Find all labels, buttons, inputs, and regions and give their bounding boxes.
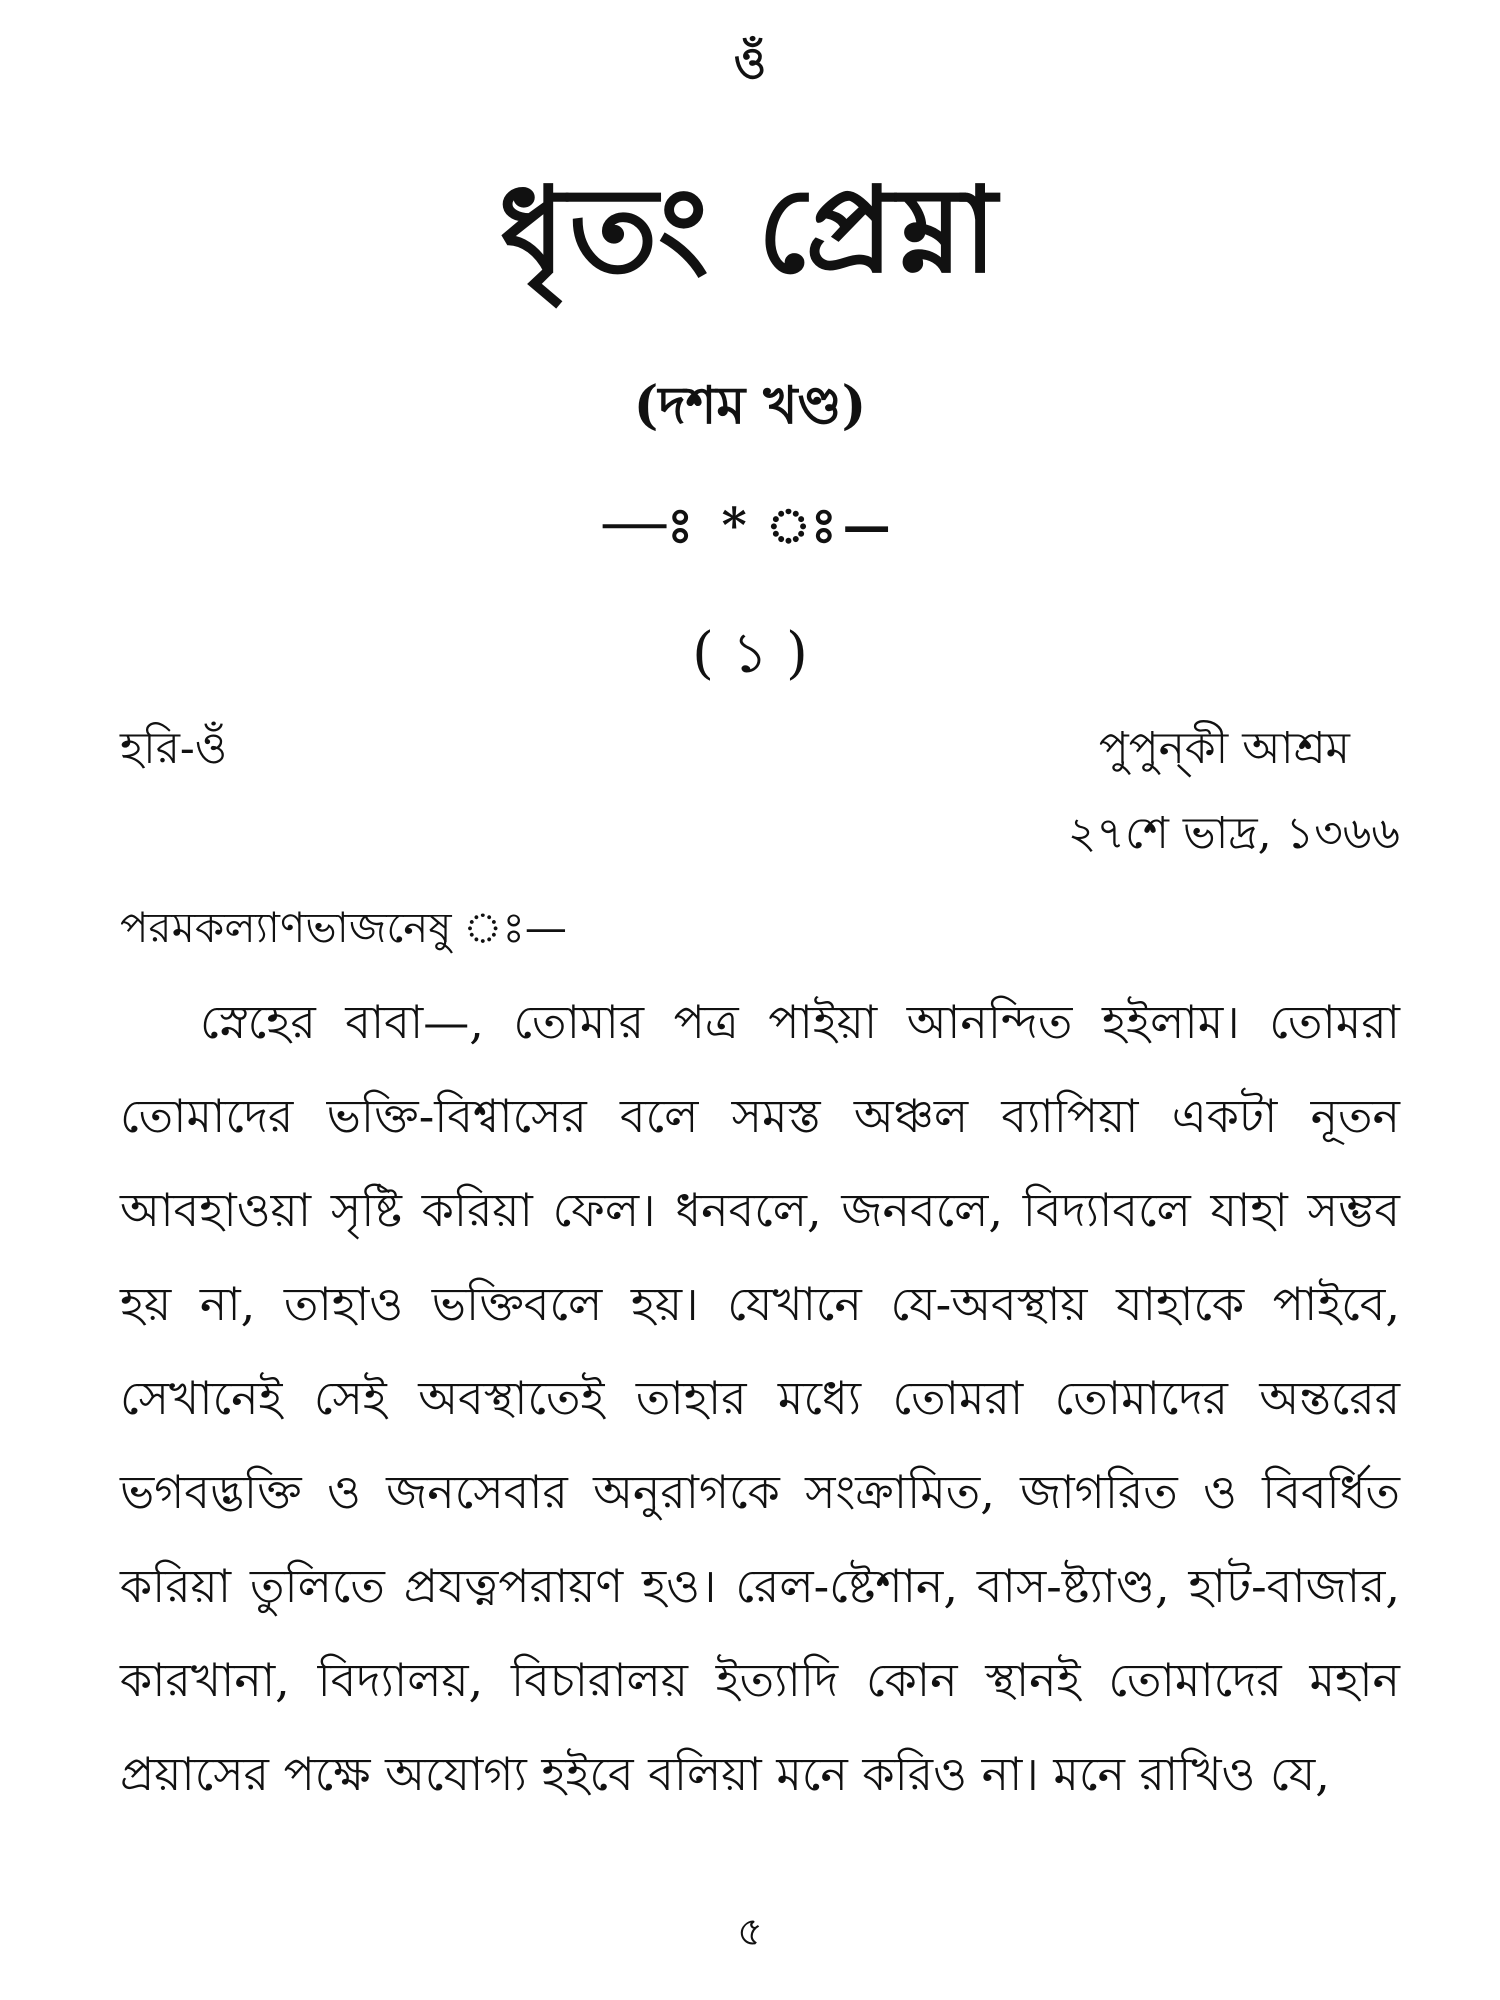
letter-number: ( ১ ) — [692, 621, 808, 686]
letter-body: স্নেহের বাবা—, তোমার পত্র পাইয়া আনন্দিত হইলাম। তোমরা তোমাদের ভক্তি-বিশ্বাসের বলে সমস্ত অঞ্চল ব্যাপিয়া একটা নূতন আবহাওয়া সৃষ্টি করিয়া ফেল। ধনবলে, জনবলে, বিদ্যাবলে যাহা সম্ভব হয় না, তাহাও ভক্তিবলে হয়। যেখানে যে-অবস্থায় যাহাকে পাইবে, সেখানেই সেই অবস্থাতেই তাহার মধ্যে তোমরা তোমাদের অন্তরের ভগবদ্ভক্তি ও জনসেবার অনুরাগকে সংক্রামিত, জাগরিত ও বিবর্ধিত করিয়া তুলিতে প্রযত্নপরায়ণ হও। রেল-ষ্টেশান, বাস-ষ্ট্যাণ্ড, হাট-বাজার, কারখানা, বিদ্যালয়, বিচারালয় ইত্যাদি কোন স্থানই তোমাদের মহান প্রয়াসের পক্ষে অযোগ্য হইবে বলিয়া মনে করিও না। মনে রাখিও যে, — [120, 995, 1400, 1801]
letter-date: ২৭শে ভাদ্র, ১৩৬৬ — [1067, 808, 1400, 859]
letter-greeting: হরি-ওঁ — [120, 723, 228, 774]
ornamental-divider: —ঃ * ঃ— — [603, 498, 897, 554]
letter-salutation: পরমকল্যাণভাজনেষু ঃ— — [120, 903, 567, 952]
book-title: ধৃতং প্রেম্না — [499, 160, 1001, 299]
volume-subtitle: (দশম খণ্ড) — [633, 375, 867, 436]
letter-place: পুপুন্‌কী আশ্রম — [1098, 723, 1350, 774]
om-symbol: ওঁ — [733, 38, 767, 89]
page-number: ৫ — [737, 1909, 763, 1955]
